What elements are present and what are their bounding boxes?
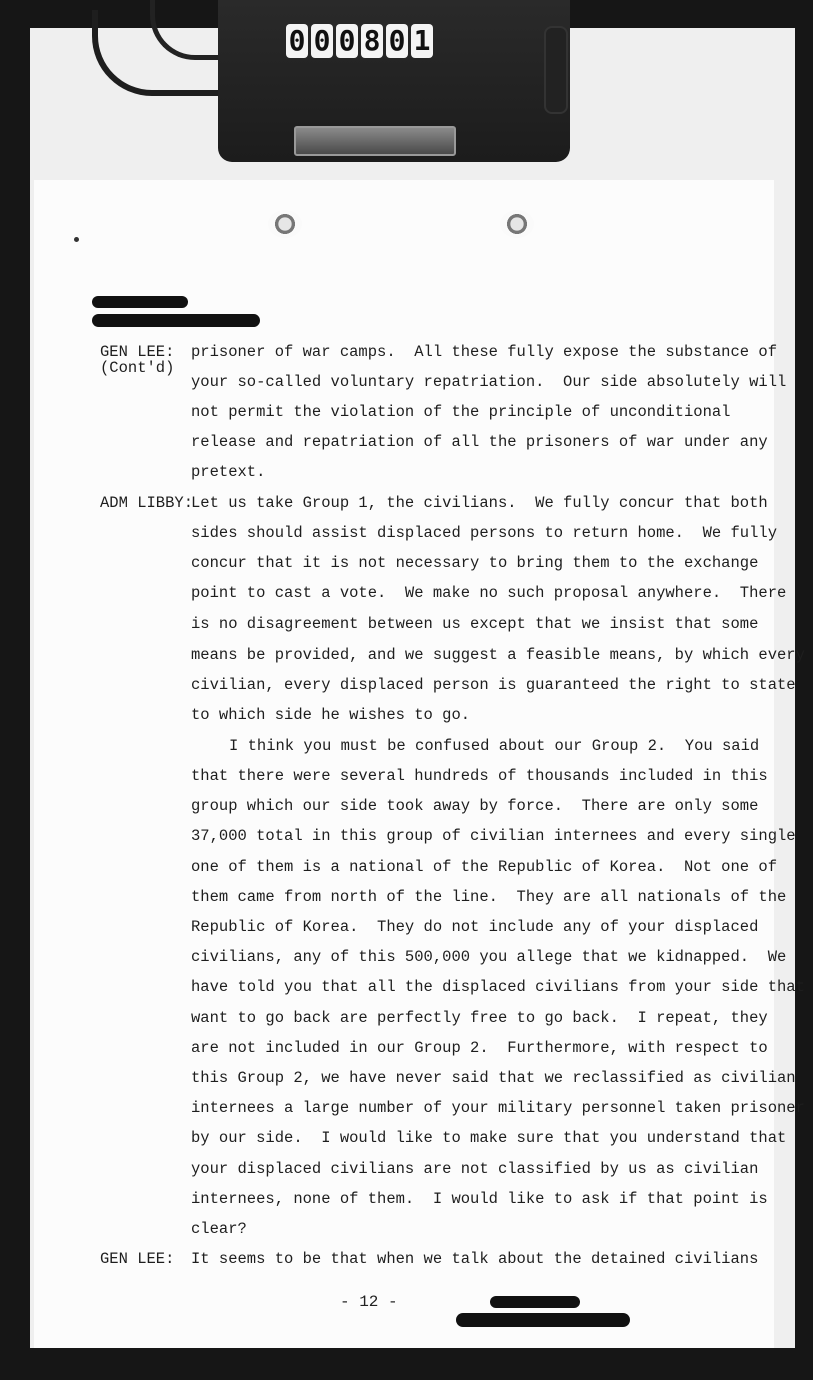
text-line: point to cast a vote. We make no such proposal anywhere. There <box>191 584 787 602</box>
speaker-label: GEN LEE: <box>100 1250 175 1268</box>
counter-knob <box>544 26 568 114</box>
text-line: are not included in our Group 2. Furthermore, with respect to <box>191 1039 768 1057</box>
counter-plate <box>294 126 456 156</box>
text-line: civilians, any of this 500,000 you allege that we kidnapped. We <box>191 948 787 966</box>
redaction-bar <box>490 1296 580 1308</box>
text-line: civilian, every displaced person is guaranteed the right to state <box>191 676 796 694</box>
counter-digit: 8 <box>361 24 383 58</box>
speaker-label: ADM LIBBY: <box>100 494 194 512</box>
text-line: want to go back are perfectly free to go back. I repeat, they <box>191 1009 768 1027</box>
text-line: internees a large number of your military personnel taken prisoner <box>191 1099 805 1117</box>
text-line: is no disagreement between us except that we insist that some <box>191 615 759 633</box>
transcript-body <box>34 180 805 1348</box>
counter-digits <box>286 24 433 60</box>
counter-digit: 0 <box>386 24 408 58</box>
text-line: Republic of Korea. They do not include any of your displaced <box>191 918 759 936</box>
text-line: It seems to be that when we talk about the detained civilians <box>191 1250 759 1268</box>
counter-digit: 0 <box>336 24 358 58</box>
frame-counter <box>218 0 570 162</box>
text-line: I think you must be confused about our Group 2. You said <box>229 737 760 755</box>
speaker-label: GEN LEE: <box>100 343 175 361</box>
text-line: that there were several hundreds of thousands included in this <box>191 767 768 785</box>
speaker-note: (Cont'd) <box>100 359 175 377</box>
counter-digit: 0 <box>311 24 333 58</box>
counter-digit: 1 <box>411 24 433 58</box>
text-line: group which our side took away by force. There are only some <box>191 797 759 815</box>
text-line: prisoner of war camps. All these fully expose the substance of <box>191 343 777 361</box>
document-page <box>34 180 805 1348</box>
text-line: sides should assist displaced persons to return home. We fully <box>191 524 777 542</box>
text-line: pretext. <box>191 463 266 481</box>
text-line: not permit the violation of the principle of unconditional <box>191 403 731 421</box>
text-line: to which side he wishes to go. <box>191 706 471 724</box>
text-line: have told you that all the displaced civilians from your side that <box>191 978 805 996</box>
counter-digit: 0 <box>286 24 308 58</box>
text-line: 37,000 total in this group of civilian internees and every single <box>191 827 796 845</box>
text-line: Let us take Group 1, the civilians. We fully concur that both <box>191 494 768 512</box>
text-line: one of them is a national of the Republic of Korea. Not one of <box>191 858 777 876</box>
text-line: your displaced civilians are not classified by us as civilian <box>191 1160 759 1178</box>
text-line: internees, none of them. I would like to ask if that point is <box>191 1190 768 1208</box>
text-line: release and repatriation of all the prisoners of war under any <box>191 433 768 451</box>
page-number: - 12 - <box>340 1293 398 1311</box>
text-line: them came from north of the line. They are all nationals of the <box>191 888 787 906</box>
text-line: your so-called voluntary repatriation. Our side absolutely will <box>191 373 787 391</box>
text-line: clear? <box>191 1220 247 1238</box>
text-line: this Group 2, we have never said that we reclassified as civilian <box>191 1069 796 1087</box>
text-line: means be provided, and we suggest a feasible means, by which every <box>191 646 805 664</box>
text-line: by our side. I would like to make sure that you understand that <box>191 1129 787 1147</box>
redaction-bar <box>456 1313 630 1327</box>
text-line: concur that it is not necessary to bring them to the exchange <box>191 554 759 572</box>
